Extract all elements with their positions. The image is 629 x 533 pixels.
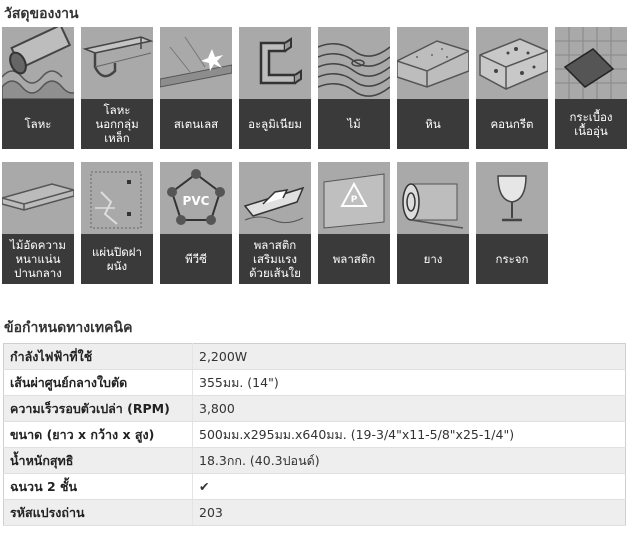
materials-row-2 [2, 162, 548, 284]
specs-table [3, 343, 626, 526]
material-tile-stone [397, 27, 469, 149]
material-tile-ceramic [555, 27, 627, 149]
spec-value: 500มม.x295มม.x640มม. (19-3/4"x11-5/8"x25-1/4") [193, 422, 626, 448]
spec-value: 2,200W [193, 344, 626, 370]
table-row [4, 500, 626, 526]
spec-key: ขนาด (ยาว x กว้าง x สูง) [4, 422, 193, 448]
material-label: อะลูมิเนียม [239, 99, 311, 149]
table-row [4, 344, 626, 370]
checkmark-icon: ✔ [193, 474, 626, 500]
table-row [4, 422, 626, 448]
materials-section-title: วัสดุของงาน [4, 6, 79, 22]
material-tile-glass [476, 162, 548, 284]
glass-icon [476, 162, 548, 234]
material-tile-fiber-plastic [239, 162, 311, 284]
material-label: กระเบื้อง เนื้ออุ่น [555, 99, 627, 149]
material-label: สเตนเลส [160, 99, 232, 149]
material-tile-metal [2, 27, 74, 149]
spec-key: กำลังไฟฟ้าที่ใช้ [4, 344, 193, 370]
plastic-recycle-icon [318, 162, 390, 234]
material-tile-mdf [2, 162, 74, 284]
spec-key: รหัสแปรงถ่าน [4, 500, 193, 526]
table-row [4, 370, 626, 396]
spec-key: น้ำหนักสุทธิ [4, 448, 193, 474]
material-label: ไม้ [318, 99, 390, 149]
pvc-icon [160, 162, 232, 234]
material-label: พลาสติก เสริมแรง ด้วยเส้นใย [239, 234, 311, 284]
material-label: กระจก [476, 234, 548, 284]
material-tile-stainless [160, 27, 232, 149]
materials-row-1 [2, 27, 627, 149]
material-tile-wood [318, 27, 390, 149]
spec-key: ความเร็วรอบตัวเปล่า (RPM) [4, 396, 193, 422]
concrete-block-icon [476, 27, 548, 99]
material-label: ยาง [397, 234, 469, 284]
material-tile-rubber [397, 162, 469, 284]
ceramic-tile-icon [555, 27, 627, 99]
mdf-board-icon [2, 162, 74, 234]
table-row [4, 474, 626, 500]
spec-value: 203 [193, 500, 626, 526]
material-tile-plastic [318, 162, 390, 284]
table-row [4, 396, 626, 422]
metal-pipe-icon [2, 27, 74, 99]
spec-key: เส้นผ่าศูนย์กลางใบตัด [4, 370, 193, 396]
stone-block-icon [397, 27, 469, 99]
material-tile-drywall [81, 162, 153, 284]
material-label: โลหะ นอกกลุ่ม เหล็ก [81, 99, 153, 149]
svg-text:P: P [350, 195, 358, 205]
material-label: โลหะ [2, 99, 74, 149]
material-label: พีวีซี [160, 234, 232, 284]
stainless-sheet-icon [160, 27, 232, 99]
specs-section-title: ข้อกำหนดทางเทคนิค [4, 320, 133, 336]
drywall-icon [81, 162, 153, 234]
fiber-boat-icon [239, 162, 311, 234]
rubber-roll-icon [397, 162, 469, 234]
spec-value: 355มม. (14") [193, 370, 626, 396]
material-label: ไม้อัดความ หนาแน่น ปานกลาง [2, 234, 74, 284]
non-ferrous-metal-icon [81, 27, 153, 99]
aluminum-profile-icon [239, 27, 311, 99]
svg-text:PVC: PVC [182, 194, 210, 208]
spec-value: 18.3กก. (40.3ปอนด์) [193, 448, 626, 474]
spec-key: ฉนวน 2 ชั้น [4, 474, 193, 500]
wood-grain-icon [318, 27, 390, 99]
material-tile-aluminum [239, 27, 311, 149]
material-label: แผ่นปิดฝา ผนัง [81, 234, 153, 284]
material-label: หิน [397, 99, 469, 149]
material-tile-non-ferrous [81, 27, 153, 149]
material-tile-pvc [160, 162, 232, 284]
material-label: พลาสติก [318, 234, 390, 284]
table-row [4, 448, 626, 474]
spec-value: 3,800 [193, 396, 626, 422]
material-tile-concrete [476, 27, 548, 149]
material-label: คอนกรีต [476, 99, 548, 149]
